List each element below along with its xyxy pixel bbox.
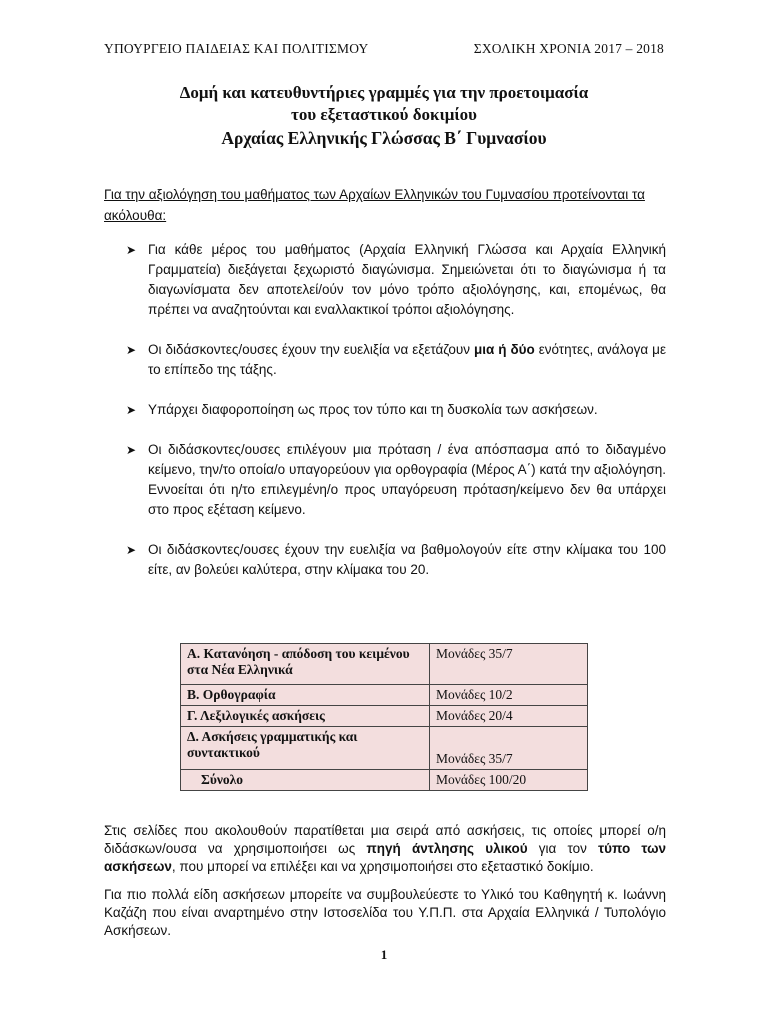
guidelines-list [104,240,666,580]
table-cell-points: Μονάδες 10/2 [430,685,588,706]
resources-paragraph: Για πιο πολλά είδη ασκήσεων μπορείτε να συμβουλεύεστε το Υλικό του Καθηγητή κ. Ιωάννη Καζάζη που είναι αναρτημένο στην Ιστοσελίδα του Υ.Π.Π. στα Αρχαία Ελληνικά / Τυπολόγιο Ασκήσεων. [104,887,666,938]
bullet-text: Οι διδάσκοντες/ουσες επιλέγουν μια πρόταση / ένα απόσπασμα από το διδαγμένο κείμενο, την/το οποία/ο υπαγορεύουν για ορθογραφία (Μέρος Α΄) κατά την αξιολόγηση. Εννοείται ότι η/το επιλεγμένη/ο προς υπαγόρευση πρόταση/κείμενο δεν θα υπάρχει στο προς εξέταση κείμενο. [148,442,666,517]
table-cell-points: Μονάδες 35/7 [430,644,588,685]
arrow-right-icon: ➤ [126,403,137,417]
scoring-table [180,643,588,791]
bullet-text-part: ενότητες, ανάλογα με το επίπεδο της τάξης. [148,342,666,377]
list-item [104,540,666,580]
page-number: 1 [380,947,388,962]
arrow-right-icon: ➤ [126,443,137,457]
paragraph-emphasis: πηγή άντλησης υλικού [366,841,528,856]
list-item [104,400,666,420]
table-cell-points: Μονάδες 35/7 [430,727,588,770]
list-item [104,440,666,520]
table-row [181,644,588,685]
table-row [181,685,588,706]
title-line-1: Δομή και κατευθυντήριες γραμμές για την προετοιμασία [179,83,589,102]
bullet-text-part: Οι διδάσκοντες/ουσες έχουν την ευελιξία να εξετάζουν [148,342,474,357]
table-cell-points: Μονάδες 100/20 [430,770,588,791]
bullet-text: Υπάρχει διαφοροποίηση ως προς τον τύπο και τη δυσκολία των ασκήσεων. [148,402,598,417]
bullet-text: Οι διδάσκοντες/ουσες έχουν την ευελιξία να βαθμολογούν είτε στην κλίμακα του 100 είτε, αν βολεύει καλύτερα, στην κλίμακα του 20. [148,542,666,577]
table-cell-category: Α. Κατανόηση - απόδοση του κειμένου στα Νέα Ελληνικά [181,644,430,685]
arrow-right-icon: ➤ [126,543,137,557]
title-line-2: του εξεταστικού δοκιμίου [291,105,477,124]
table-cell-category: Δ. Ασκήσεις γραμματικής και συντακτικού [181,727,430,770]
paragraph-text: Στις σελίδες που ακολουθούν παρατίθεται μια σειρά από ασκήσεις, τις οποίες μπορεί ο/η διδάσκων/ουσα να χρησιμοποιήσει ως [104,823,666,856]
bullet-emphasis: μια ή δύο [473,342,535,357]
bullet-text: Για κάθε μέρος του μαθήματος (Αρχαία Ελληνική Γλώσσα και Αρχαία Ελληνική Γραμματεία) διεξάγεται ξεχωριστό διαγώνισμα. Σημειώνεται ότι το διαγώνισμα ή τα διαγωνίσματα δεν αποτελεί/ούν τον μόνο τρόπο αξιολόγησης, και, επομένως, θα πρέπει να αναζητούνται και εναλλακτικοί τρόποι αξιολόγησης. [148,242,666,317]
arrow-right-icon: ➤ [126,343,137,357]
list-item [104,240,666,320]
title-line-3: Αρχαίας Ελληνικής Γλώσσας Β΄ Γυμνασίου [221,128,547,148]
header-ministry: ΥΠΟΥΡΓΕΙΟ ΠΑΙΔΕΙΑΣ ΚΑΙ ΠΟΛΙΤΙΣΜΟΥ [104,41,369,56]
bullet-text [148,342,666,377]
table-cell-points: Μονάδες 20/4 [430,706,588,727]
arrow-right-icon: ➤ [126,243,137,257]
total-label: Σύνολο [201,772,243,787]
header-school-year: ΣΧΟΛΙΚΗ ΧΡΟΝΙΑ 2017 – 2018 [473,41,664,56]
table-cell-category [181,770,430,791]
document-title [60,82,708,150]
table-cell-category: Γ. Λεξιλογικές ασκήσεις [181,706,430,727]
paragraph-emphasis: τύπο των ασκήσεων [104,841,666,874]
paragraph-text: για τον [527,841,599,856]
paragraph-text: , που μπορεί να επιλέξει και να χρησιμοποιήσει στο εξεταστικό δοκίμιο. [171,859,594,874]
intro-text: Για την αξιολόγηση του μαθήματος των Αρχαίων Ελληνικών του Γυμνασίου προτείνονται τα ακόλουθα: [104,187,645,223]
exercises-paragraph [104,822,666,876]
table-row [181,770,588,791]
list-item [104,340,666,380]
table-cell-category: Β. Ορθογραφία [181,685,430,706]
table-row [181,727,588,770]
table-row [181,706,588,727]
